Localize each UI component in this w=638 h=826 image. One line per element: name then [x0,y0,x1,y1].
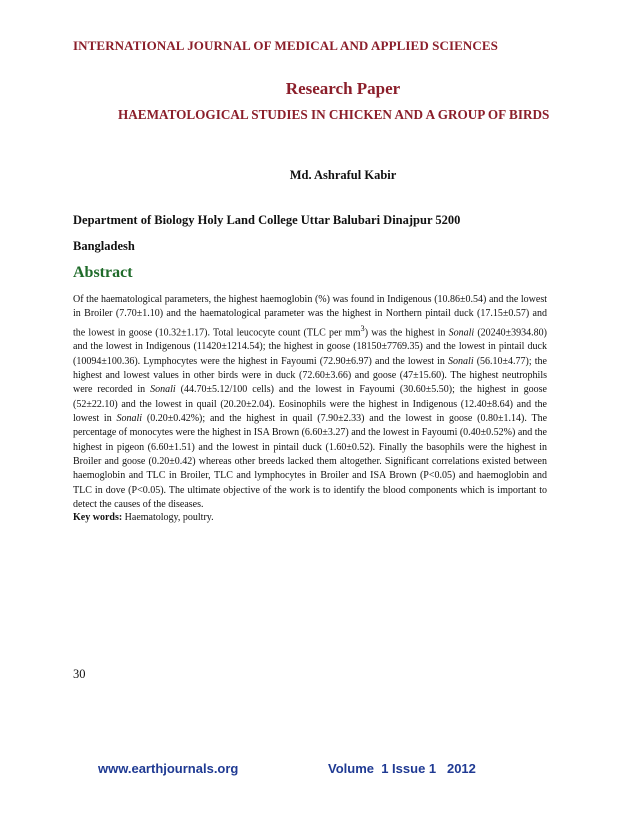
keywords-text: Haematology, poultry. [122,512,214,523]
footer-volume: Volume 1 Issue 1 2012 [328,761,476,776]
affiliation-line2: Bangladesh [73,239,135,253]
abstract-text-2: ) was the highest in [364,327,449,339]
keywords [73,512,214,523]
author-name: Md. Ashraful Kabir [289,168,397,182]
abstract-sonali-1: Sonali [448,327,475,339]
abstract-text-1: Of the haematological parameters, the highest haemoglobin (%) was found in Indigenous (10.86±0.54) and the lowest in Broiler (7.70±1.10) and the haematological parameter was the highest in Northern pintail duck (17.15±0.57) and the lowest in goose (10.32±1.17). Total leucocyte count (TLC per mm [73,294,547,339]
abstract-text-4: (56.10±4.77); the highest and lowest values in other birds were in duck (72.60±3.66) and goose (47±15.60). The highest neutrophils were recorded in [73,355,547,396]
abstract-sonali-2: Sonali [448,355,474,367]
abstract-body [73,293,547,512]
paper-title: HAEMATOLOGICAL STUDIES IN CHICKEN AND A GROUP OF BIRDS [118,107,550,122]
abstract-heading: Abstract [73,264,133,281]
paper-type: Research Paper [285,79,401,98]
abstract-text-5: (44.70±5.12/100 cells) and the lowest in Fayoumi (30.60±5.50); the highest in goose (52±22.10) and the lowest in quail (20.20±2.04). Eosinophils were the highest in Indigenous (12.40±8.64) and the lowest in [73,384,547,425]
footer-website: www.earthjournals.org [98,761,239,776]
abstract-paragraph [73,293,547,512]
journal-header: INTERNATIONAL JOURNAL OF MEDICAL AND APPLIED SCIENCES [73,38,498,53]
abstract-sonali-4: Sonali [116,413,143,425]
abstract-text-3: (20240±3934.80) and the lowest in Indigenous (11420±1214.54); the highest in goose (18150±7769.35) and the lowest in pintail duck (10094±100.36). Lymphocytes were the highest in Fayoumi (72.90±6.97) and the lowest in [73,327,547,367]
keywords-label: Key words: [73,512,123,523]
affiliation-line1: Department of Biology Holy Land College Uttar Balubari Dinajpur 5200 [73,213,461,227]
abstract-sonali-3: Sonali [150,384,176,396]
abstract-superscript: 3 [360,323,365,333]
page-number: 30 [73,667,86,681]
abstract-text-6: (0.20±0.42%); and the highest in quail (7.90±2.33) and the lowest in goose (0.80±1.14). The percentage of monocytes were the highest in ISA Brown (6.60±3.27) and the lowest in Fayoumi (0.40±0.52%) and the highest in pigeon (6.60±1.51) and the lowest in pintail duck (1.60±0.52). Finally the basophils were the highest in Broiler and goose (0.20±0.42) whereas other breeds lacked them altogether. Significant correlations existed between haemoglobin and TLC in Broiler, TLC and lymphocytes in Broiler and ISA Brown (P<0.05) and haemoglobin and TLC in dove (P<0.05). The ultimate objective of the work is to identify the blood components which is important to detect the causes of the diseases. [73,413,548,511]
